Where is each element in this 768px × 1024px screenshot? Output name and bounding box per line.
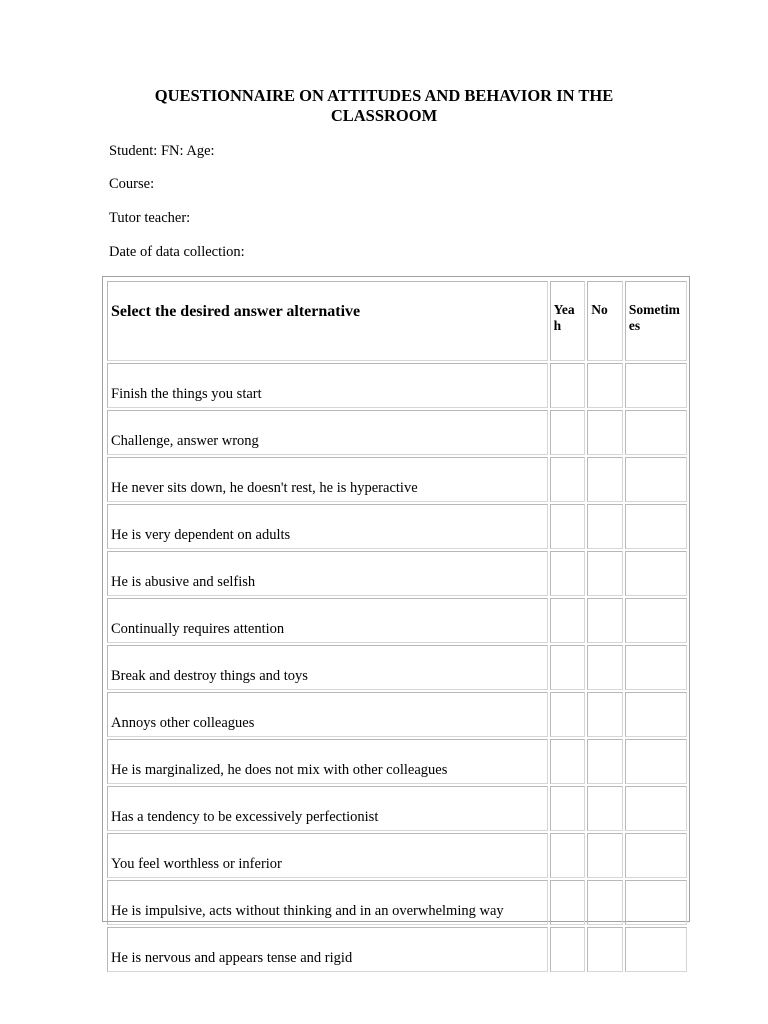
sometimes-answer-cell[interactable]: [625, 410, 687, 455]
question-text: Finish the things you start: [107, 363, 548, 408]
sometimes-answer-cell[interactable]: [625, 927, 687, 972]
question-text: You feel worthless or inferior: [107, 833, 548, 878]
yes-answer-cell[interactable]: [550, 880, 586, 925]
sometimes-answer-cell[interactable]: [625, 739, 687, 784]
yes-answer-cell[interactable]: [550, 363, 586, 408]
yes-answer-cell[interactable]: [550, 551, 586, 596]
table-row: [107, 692, 687, 737]
table-row: [107, 880, 687, 925]
no-answer-cell[interactable]: [587, 551, 623, 596]
no-answer-cell[interactable]: [587, 363, 623, 408]
table-row: [107, 833, 687, 878]
no-answer-cell[interactable]: [587, 504, 623, 549]
yes-answer-cell[interactable]: [550, 598, 586, 643]
questionnaire-table: [102, 276, 690, 966]
no-column-header: No: [587, 281, 623, 361]
sometimes-answer-cell[interactable]: [625, 504, 687, 549]
yes-column-header: Yeah: [550, 281, 586, 361]
sometimes-answer-cell[interactable]: [625, 598, 687, 643]
yes-answer-cell[interactable]: [550, 410, 586, 455]
no-answer-cell[interactable]: [587, 880, 623, 925]
question-text: Challenge, answer wrong: [107, 410, 548, 455]
no-answer-cell[interactable]: [587, 457, 623, 502]
tutor-teacher-field: Tutor teacher:: [109, 210, 191, 226]
course-field: Course:: [109, 176, 155, 192]
table-row: [107, 739, 687, 784]
yes-answer-cell[interactable]: [550, 739, 586, 784]
no-answer-cell[interactable]: [587, 927, 623, 972]
sometimes-answer-cell[interactable]: [625, 551, 687, 596]
question-text: He is very dependent on adults: [107, 504, 548, 549]
no-answer-cell[interactable]: [587, 786, 623, 831]
no-answer-cell[interactable]: [587, 645, 623, 690]
question-text: Continually requires attention: [107, 598, 548, 643]
question-text: He is abusive and selfish: [107, 551, 548, 596]
sometimes-answer-cell[interactable]: [625, 880, 687, 925]
table-row: [107, 363, 687, 408]
no-answer-cell[interactable]: [587, 739, 623, 784]
question-column-header: Select the desired answer alternative: [107, 281, 548, 361]
yes-answer-cell[interactable]: [550, 504, 586, 549]
yes-answer-cell[interactable]: [550, 927, 586, 972]
table-row: [107, 927, 687, 972]
sometimes-answer-cell[interactable]: [625, 833, 687, 878]
question-text: He never sits down, he doesn't rest, he is hyperactive: [107, 457, 548, 502]
table-row: [107, 645, 687, 690]
yes-answer-cell[interactable]: [550, 833, 586, 878]
table-row: [107, 786, 687, 831]
no-answer-cell[interactable]: [587, 833, 623, 878]
yes-answer-cell[interactable]: [550, 457, 586, 502]
sometimes-column-header: Sometimes: [625, 281, 687, 361]
table-row: [107, 504, 687, 549]
date-field: Date of data collection:: [109, 244, 245, 260]
question-text: Has a tendency to be excessively perfectionist: [107, 786, 548, 831]
yes-answer-cell[interactable]: [550, 786, 586, 831]
table-header-row: [107, 281, 687, 361]
document-title: QUESTIONNAIRE ON ATTITUDES AND BEHAVIOR IN THE CLASSROOM: [154, 86, 614, 125]
table-row: [107, 551, 687, 596]
question-text: He is marginalized, he does not mix with other colleagues: [107, 739, 548, 784]
table-row: [107, 457, 687, 502]
sometimes-answer-cell[interactable]: [625, 363, 687, 408]
question-text: Break and destroy things and toys: [107, 645, 548, 690]
sometimes-answer-cell[interactable]: [625, 692, 687, 737]
table-row: [107, 410, 687, 455]
no-answer-cell[interactable]: [587, 692, 623, 737]
no-answer-cell[interactable]: [587, 410, 623, 455]
question-text: He is nervous and appears tense and rigid: [107, 927, 548, 972]
sometimes-answer-cell[interactable]: [625, 457, 687, 502]
question-text: He is impulsive, acts without thinking and in an overwhelming way: [107, 880, 548, 925]
yes-answer-cell[interactable]: [550, 645, 586, 690]
question-text: Annoys other colleagues: [107, 692, 548, 737]
table-row: [107, 598, 687, 643]
no-answer-cell[interactable]: [587, 598, 623, 643]
sometimes-answer-cell[interactable]: [625, 786, 687, 831]
yes-answer-cell[interactable]: [550, 692, 586, 737]
sometimes-answer-cell[interactable]: [625, 645, 687, 690]
student-field: Student: FN: Age:: [109, 143, 215, 159]
